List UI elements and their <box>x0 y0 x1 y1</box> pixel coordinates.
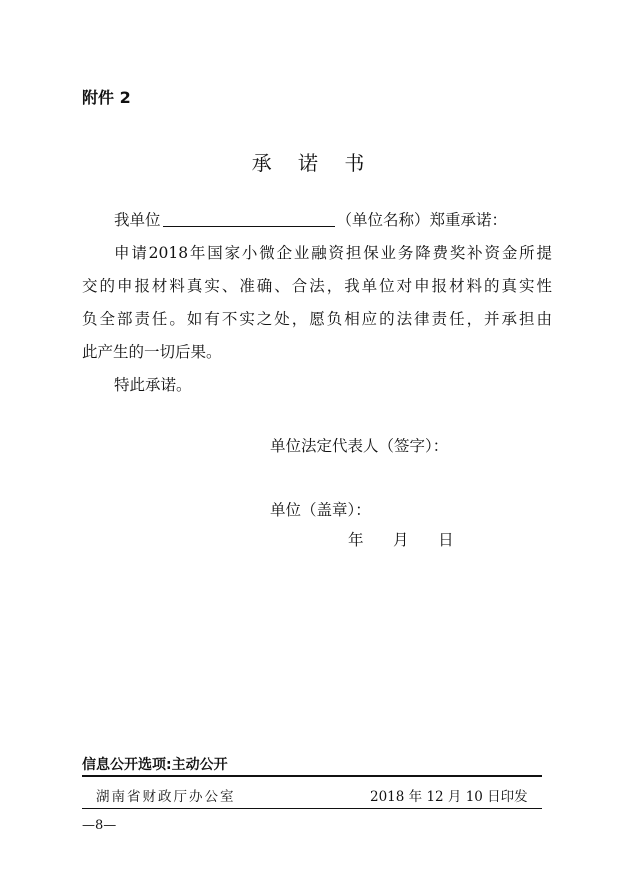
paragraph-line: 交的申报材料真实、准确、合法，我单位对申报材料的真实性 <box>82 277 552 295</box>
statement-suffix: （单位名称）郑重承诺： <box>336 211 508 229</box>
unit-name-blank <box>163 210 335 227</box>
issuer-name: 湖南省财政厅办公室 <box>96 789 236 805</box>
disclosure-option: 信息公开选项:主动公开 <box>82 757 228 773</box>
statement-line <box>82 204 552 237</box>
page-number: —8— <box>82 818 117 833</box>
commitment-body <box>82 204 552 402</box>
closing-line: 特此承诺。 <box>114 376 192 394</box>
paragraph-line: 负全部责任。如有不实之处，愿负相应的法律责任，并承担由 <box>82 310 552 328</box>
paragraph-line: 此产生的一切后果。 <box>82 343 222 361</box>
paragraph-line: 申请2018年国家小微企业融资担保业务降费奖补资金所提 <box>114 244 552 262</box>
legal-rep-signature-label: 单位法定代表人（签字）： <box>270 437 449 455</box>
unit-seal-label: 单位（盖章）： <box>270 501 371 519</box>
document-title: 承 诺 书 <box>251 151 375 175</box>
date-line: 年 月 日 <box>348 531 454 549</box>
print-date: 2018 年 12 月 10 日印发 <box>370 789 528 805</box>
attachment-label: 附件 2 <box>82 88 131 107</box>
statement-prefix: 我单位 <box>114 211 161 229</box>
footer-top-rule <box>82 775 542 777</box>
footer-bottom-rule <box>82 808 542 809</box>
